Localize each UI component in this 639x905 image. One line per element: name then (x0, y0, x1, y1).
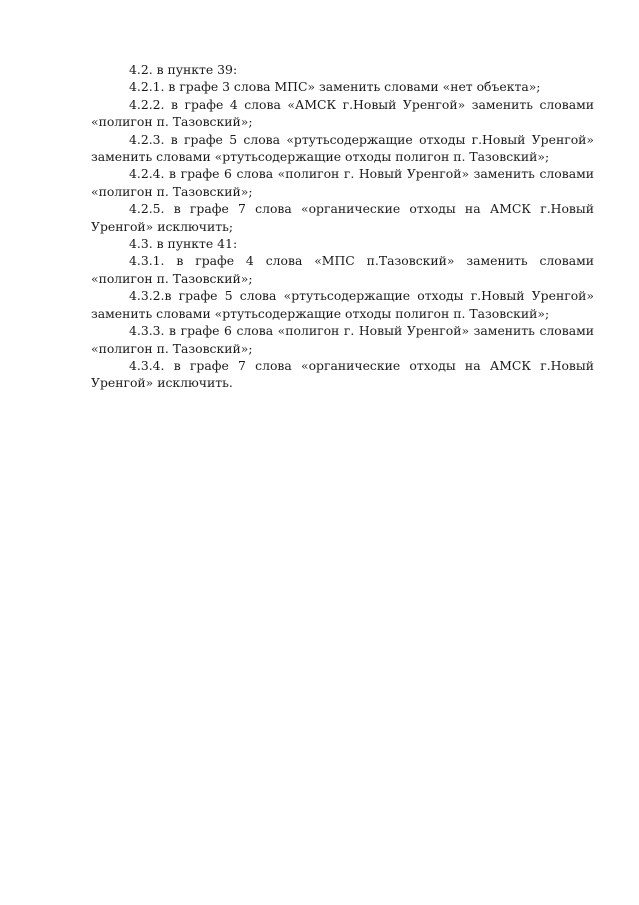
paragraph-4-2-3: 4.2.3. в графе 5 слова «ртутьсодержащие отходы г.Новый Уренгой» заменить словами «ртутьсодержащие отходы полигон п. Тазовский»; (91, 131, 594, 165)
paragraph-4-3: 4.3. в пункте 41: (129, 236, 238, 252)
paragraph-4-2-2: 4.2.2. в графе 4 слова «АМСК г.Новый Уренгой» заменить словами «полигон п. Тазовский»; (91, 96, 594, 130)
paragraph-4-2-5: 4.2.5. в графе 7 слова «органические отходы на АМСК г.Новый Уренгой» исключить; (91, 201, 594, 234)
paragraph-4-2-1: 4.2.1. в графе 3 слова МПС» заменить словами «нет объекта»; (129, 79, 541, 95)
document-body (91, 61, 594, 392)
paragraph-4-3-1: 4.3.1. в графе 4 слова «МПС п.Тазовский» заменить словами «полигон п. Тазовский»; (91, 253, 594, 286)
paragraph-4-3-3: 4.3.3. в графе 6 слова «полигон г. Новый Уренгой» заменить словами «полигон п. Тазовский»; (91, 323, 594, 356)
paragraph-4-3-2: 4.3.2.в графе 5 слова «ртутьсодержащие отходы г.Новый Уренгой» заменить словами «ртутьсодержащие отходы полигон п. Тазовский»; (91, 288, 594, 321)
paragraph-4-2: 4.2. в пункте 39: (129, 62, 238, 77)
paragraph-4-3-4: 4.3.4. в графе 7 слова «органические отходы на АМСК г.Новый Уренгой» исключить. (91, 357, 594, 391)
paragraph-4-2-4: 4.2.4. в графе 6 слова «полигон г. Новый Уренгой» заменить словами «полигон п. Тазовский»; (91, 166, 594, 199)
